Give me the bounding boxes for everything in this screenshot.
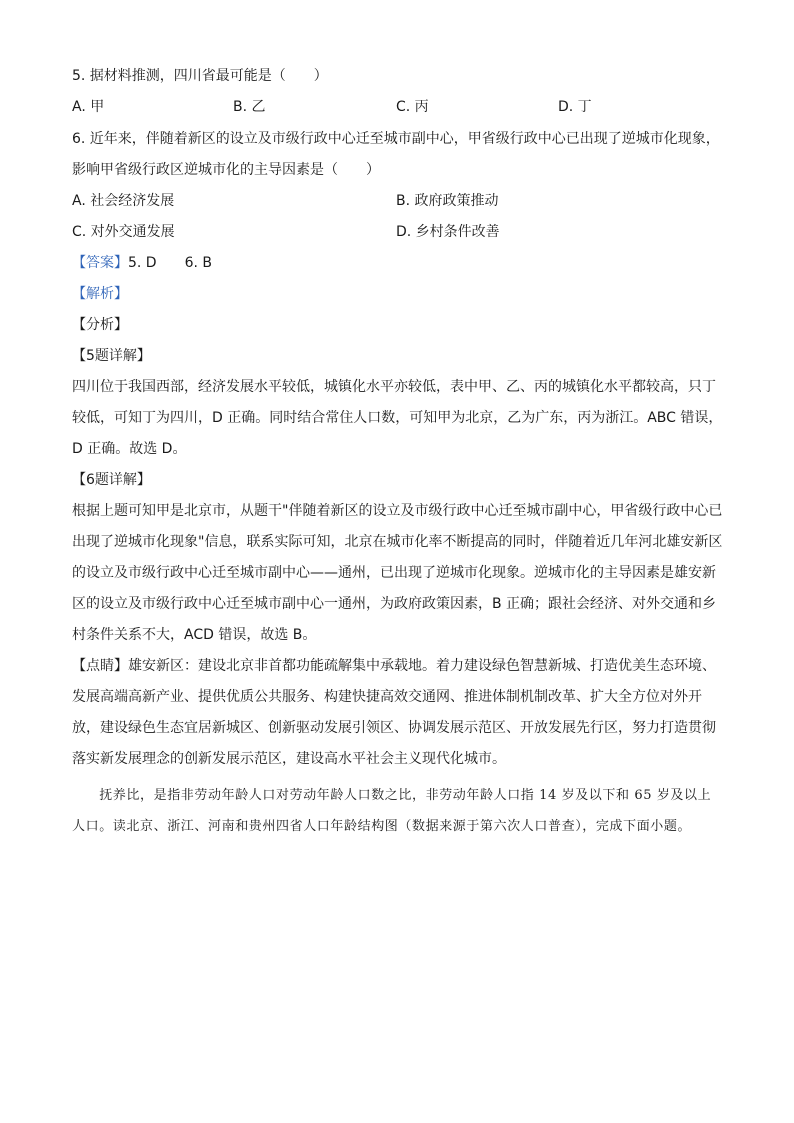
question-6-stem-line1: 6. 近年来，伴随着新区的设立及市级行政中心迁至城市副中心，甲省级行政中心已出现了逆城市化现象， [72, 131, 720, 147]
q5-detail-label: 【5题详解】 [72, 348, 151, 364]
question-6-option-b: B. 政府政策推动 [396, 193, 499, 209]
question-6-option-c: C. 对外交通发展 [72, 224, 175, 240]
material-line: 抚养比，是指非劳动年龄人口对劳动年龄人口数之比，非劳动年龄人口指 14 岁及以下和 65 岁及以上 [72, 788, 712, 803]
answer-line [72, 253, 212, 273]
q6-detail-line: 村条件关系不大，ACD 错误，故选 B。 [72, 627, 317, 643]
comment-line: 放，建设绿色生态宜居新城区、创新驱动发展引领区、协调发展示范区、开放发展先行区，努力打造贯彻 [72, 720, 716, 736]
question-5-stem: 5. 据材料推测，四川省最可能是（ ） [72, 68, 328, 84]
q6-detail-line: 区的设立及市级行政中心迁至城市副中心一通州，为政府政策因素，B 正确；跟社会经济、对外交通和乡 [72, 596, 717, 612]
material-line: 人口。读北京、浙江、河南和贵州四省人口年龄结构图（数据来源于第六次人口普查），完成下面小题。 [72, 819, 692, 834]
comment-line [72, 656, 716, 676]
comment-line: 落实新发展理念的创新发展示范区，建设高水平社会主义现代化城市。 [72, 751, 506, 767]
answer-text: 5. D 6. B [128, 255, 212, 271]
fenxi-label: 【分析】 [72, 317, 128, 333]
analysis-label: 【解析】 [72, 286, 128, 302]
question-6-option-d: D. 乡村条件改善 [396, 224, 500, 240]
q6-detail-line: 的设立及市级行政中心迁至城市副中心——通州，已出现了逆城市化现象。逆城市化的主导因素是雄安新 [72, 565, 716, 581]
question-5-option-d: D. 丁 [558, 99, 592, 115]
q5-detail-line: 四川位于我国西部，经济发展水平较低，城镇化水平亦较低，表中甲、乙、丙的城镇化水平都较高，只丁 [72, 379, 716, 395]
comment-text: 雄安新区：建设北京非首都功能疏解集中承载地。着力建设绿色智慧新城、打造优美生态环境、 [128, 658, 716, 674]
question-6-stem-line2: 影响甲省级行政区逆城市化的主导因素是（ ） [72, 162, 380, 178]
q6-detail-line: 出现了逆城市化现象"信息，联系实际可知，北京在城市化率不断提高的同时，伴随着近几年河北雄安新区 [72, 534, 723, 550]
question-5-option-a: A. 甲 [72, 99, 105, 115]
comment-line: 发展高端高新产业、提供优质公共服务、构建快捷高效交通网、推进体制机制改革、扩大全方位对外开 [72, 689, 702, 705]
q6-detail-line: 根据上题可知甲是北京市，从题干"伴随着新区的设立及市级行政中心迁至城市副中心，甲省级行政中心已 [72, 503, 723, 519]
question-5-option-b: B. 乙 [233, 99, 266, 115]
q5-detail-line: D 正确。故选 D。 [72, 441, 187, 457]
question-5-option-c: C. 丙 [396, 99, 429, 115]
answer-label: 【答案】 [72, 255, 128, 271]
question-6-option-a: A. 社会经济发展 [72, 193, 175, 209]
q5-detail-line: 较低，可知丁为四川，D 正确。同时结合常住人口数，可知甲为北京，乙为广东，丙为浙江。ABC 错误， [72, 410, 723, 426]
q6-detail-label: 【6题详解】 [72, 472, 151, 488]
comment-label: 【点睛】 [72, 658, 128, 674]
